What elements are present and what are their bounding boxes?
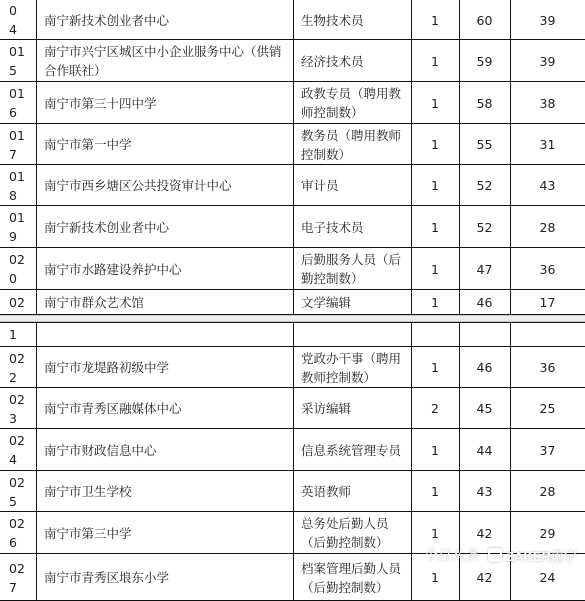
applicant-count	[459, 40, 510, 82]
position-name	[293, 0, 411, 40]
hire-count	[411, 347, 459, 388]
row-number-text: 1	[9, 327, 17, 342]
position-name	[293, 471, 411, 512]
unit-name	[36, 206, 293, 248]
hire-count	[411, 124, 459, 165]
row-number	[0, 206, 36, 248]
applicant-count	[459, 82, 510, 124]
applicant-count-text: 46	[476, 295, 493, 310]
hire-count	[411, 248, 459, 290]
hire-count-text: 1	[431, 95, 439, 111]
unit-name-text: 南宁市第三十四中学	[44, 95, 157, 111]
applicant-count-text: 52	[476, 219, 493, 235]
unit-name	[36, 471, 293, 512]
position-name-text: 信息系统管理专员	[301, 442, 402, 458]
row-number	[0, 388, 36, 429]
passed-count	[510, 471, 585, 512]
row-number	[0, 290, 36, 315]
unit-name	[36, 40, 293, 82]
applicant-count-text: 47	[476, 261, 493, 277]
applicant-count-text: 45	[476, 401, 493, 416]
passed-count	[510, 290, 585, 315]
position-name	[293, 512, 411, 554]
watermark-brand: ZAKER南宁	[506, 548, 577, 564]
unit-name	[36, 429, 293, 471]
row-number-text: 02 7	[9, 560, 25, 595]
passed-count	[510, 248, 585, 290]
unit-name-text: 南宁市兴宁区城区中小企业服务中心（供销合作联社）	[44, 44, 282, 78]
passed-count	[510, 322, 585, 347]
unit-name	[36, 82, 293, 124]
column-border	[510, 0, 511, 315]
row-number	[0, 322, 36, 347]
passed-count	[510, 429, 585, 471]
position-name-text: 经济技术员	[301, 53, 364, 69]
position-name	[293, 124, 411, 165]
column-border	[36, 0, 37, 315]
unit-name-text: 南宁市龙堤路初级中学	[44, 360, 170, 375]
row-number-text: 01 6	[9, 86, 25, 120]
position-name-text: 英语教师	[301, 484, 352, 499]
row-number	[0, 248, 36, 290]
row-number-text: 01 8	[9, 168, 25, 203]
unit-name-text: 南宁市群众艺术馆	[44, 295, 145, 310]
position-name-text: 政教专员（聘用教师控制数）	[301, 86, 402, 120]
hire-count	[411, 471, 459, 512]
watermark-script: 今日头条	[422, 548, 479, 564]
hire-count-text: 1	[431, 525, 439, 541]
applicant-count-text: 42	[476, 570, 493, 585]
unit-name-text: 南宁市青秀区埌东小学	[44, 570, 170, 585]
passed-count	[510, 0, 585, 40]
row-number-text: 02 6	[9, 516, 25, 550]
applicant-count-text: 43	[476, 484, 493, 499]
applicant-count	[459, 388, 510, 429]
hire-count-text: 1	[431, 53, 439, 69]
unit-name-text: 南宁市第一中学	[44, 137, 132, 152]
applicant-count-text: 44	[476, 442, 493, 458]
unit-name-text: 南宁市财政信息中心	[44, 442, 157, 458]
applicant-count	[459, 429, 510, 471]
passed-count-text: 36	[539, 261, 556, 277]
unit-name	[36, 124, 293, 165]
passed-count-text: 38	[539, 95, 556, 111]
position-name	[293, 248, 411, 290]
applicant-count-text: 58	[476, 95, 493, 111]
position-name	[293, 347, 411, 388]
column-border	[411, 322, 412, 601]
applicant-count-text: 46	[476, 360, 493, 375]
column-border	[411, 0, 412, 315]
position-name-text: 党政办干事（聘用教师控制数）	[301, 350, 402, 385]
row-number	[0, 512, 36, 554]
passed-count	[510, 347, 585, 388]
row-number-text: 02 3	[9, 391, 25, 426]
passed-count-text: 39	[539, 12, 556, 28]
hire-count-text: 1	[431, 219, 439, 235]
unit-name	[36, 248, 293, 290]
hire-count	[411, 206, 459, 248]
position-name-text: 档案管理后勤人员（后勤控制数）	[301, 560, 402, 595]
passed-count-text: 36	[539, 360, 556, 375]
passed-count-text: 37	[539, 442, 556, 458]
unit-name	[36, 388, 293, 429]
position-name	[293, 554, 411, 601]
unit-name-text: 南宁新技术创业者中心	[44, 12, 170, 28]
row-number	[0, 0, 36, 40]
passed-count	[510, 165, 585, 206]
page-break-separator	[0, 315, 585, 322]
position-name-text: 后勤服务人员（后勤控制数）	[301, 252, 402, 286]
position-name	[293, 388, 411, 429]
hire-count-text: 1	[431, 178, 439, 193]
watermark	[422, 545, 577, 565]
applicant-count-text: 55	[476, 137, 493, 152]
applicant-count	[459, 206, 510, 248]
position-name	[293, 165, 411, 206]
hire-count-text: 1	[431, 12, 439, 28]
passed-count-text: 31	[539, 137, 556, 152]
zaker-logo-icon	[488, 548, 502, 562]
row-number	[0, 165, 36, 206]
passed-count-text: 28	[539, 484, 556, 499]
unit-name	[36, 165, 293, 206]
hire-count-text: 1	[431, 442, 439, 458]
hire-count-text: 1	[431, 484, 439, 499]
column-border	[459, 0, 460, 315]
hire-count	[411, 40, 459, 82]
hire-count	[411, 388, 459, 429]
row-number-text: 02	[9, 295, 25, 310]
hire-count	[411, 322, 459, 347]
row-number	[0, 82, 36, 124]
passed-count	[510, 82, 585, 124]
row-number	[0, 554, 36, 601]
unit-name	[36, 290, 293, 315]
applicant-count	[459, 165, 510, 206]
applicant-count	[459, 124, 510, 165]
position-name-text: 教务员（聘用教师控制数）	[301, 127, 402, 162]
position-name	[293, 290, 411, 315]
unit-name	[36, 347, 293, 388]
row-number-text: 02 0	[9, 252, 25, 286]
hire-count	[411, 290, 459, 315]
passed-count-text: 43	[539, 178, 556, 193]
row-number-text: 02 4	[9, 433, 25, 467]
unit-name-text: 南宁市西乡塘区公共投资审计中心	[44, 178, 232, 193]
applicant-count	[459, 0, 510, 40]
applicant-count-text: 59	[476, 53, 493, 69]
applicant-count	[459, 290, 510, 315]
row-number	[0, 429, 36, 471]
row-number-text: 02 2	[9, 350, 25, 385]
applicant-count	[459, 347, 510, 388]
applicant-count	[459, 322, 510, 347]
applicant-count-text: 42	[476, 525, 493, 541]
row-number-text: 01 9	[9, 210, 25, 244]
hire-count-text: 1	[431, 137, 439, 152]
row-number-text: 01 5	[9, 44, 25, 78]
position-name	[293, 206, 411, 248]
column-border	[293, 0, 294, 315]
position-name-text: 审计员	[301, 178, 339, 193]
hire-count	[411, 429, 459, 471]
position-name-text: 采访编辑	[301, 401, 352, 416]
position-name-text: 总务处后勤人员（后勤控制数）	[301, 516, 389, 550]
unit-name-text: 南宁市水路建设养护中心	[44, 261, 182, 277]
passed-count	[510, 124, 585, 165]
unit-name	[36, 322, 293, 347]
passed-count-text: 29	[539, 525, 556, 541]
row-number-text: 02 5	[9, 474, 25, 509]
applicant-count	[459, 248, 510, 290]
unit-name-text: 南宁新技术创业者中心	[44, 219, 170, 235]
hire-count	[411, 165, 459, 206]
hire-count	[411, 0, 459, 40]
hire-count-text: 2	[431, 401, 439, 416]
passed-count-text: 24	[539, 570, 556, 585]
unit-name-text: 南宁市青秀区融媒体中心	[44, 401, 182, 416]
row-number-text: 01 7	[9, 127, 25, 162]
passed-count-text: 17	[539, 295, 556, 310]
applicant-count	[459, 471, 510, 512]
passed-count-text: 39	[539, 53, 556, 69]
applicant-count-text: 60	[476, 12, 493, 28]
position-name	[293, 322, 411, 347]
unit-name	[36, 512, 293, 554]
unit-name	[36, 0, 293, 40]
position-name	[293, 40, 411, 82]
unit-name-text: 南宁市第三中学	[44, 525, 132, 541]
row-number	[0, 347, 36, 388]
column-border	[293, 322, 294, 601]
hire-count-text: 1	[431, 261, 439, 277]
passed-count	[510, 206, 585, 248]
hire-count-text: 1	[431, 360, 439, 375]
row-number	[0, 471, 36, 512]
passed-count-text: 28	[539, 219, 556, 235]
unit-name	[36, 554, 293, 601]
row-number-text: 0 4	[9, 3, 17, 37]
position-name-text: 生物技术员	[301, 12, 364, 28]
row-number	[0, 124, 36, 165]
hire-count	[411, 82, 459, 124]
row-number	[0, 40, 36, 82]
position-name	[293, 429, 411, 471]
unit-name-text: 南宁市卫生学校	[44, 484, 132, 499]
position-name-text: 电子技术员	[301, 219, 364, 235]
position-name-text: 文学编辑	[301, 295, 352, 310]
hire-count-text: 1	[431, 570, 439, 585]
passed-count	[510, 40, 585, 82]
hire-count-text: 1	[431, 295, 439, 310]
passed-count	[510, 388, 585, 429]
applicant-count-text: 52	[476, 178, 493, 193]
column-border	[36, 322, 37, 601]
position-name	[293, 82, 411, 124]
passed-count-text: 25	[539, 401, 556, 416]
